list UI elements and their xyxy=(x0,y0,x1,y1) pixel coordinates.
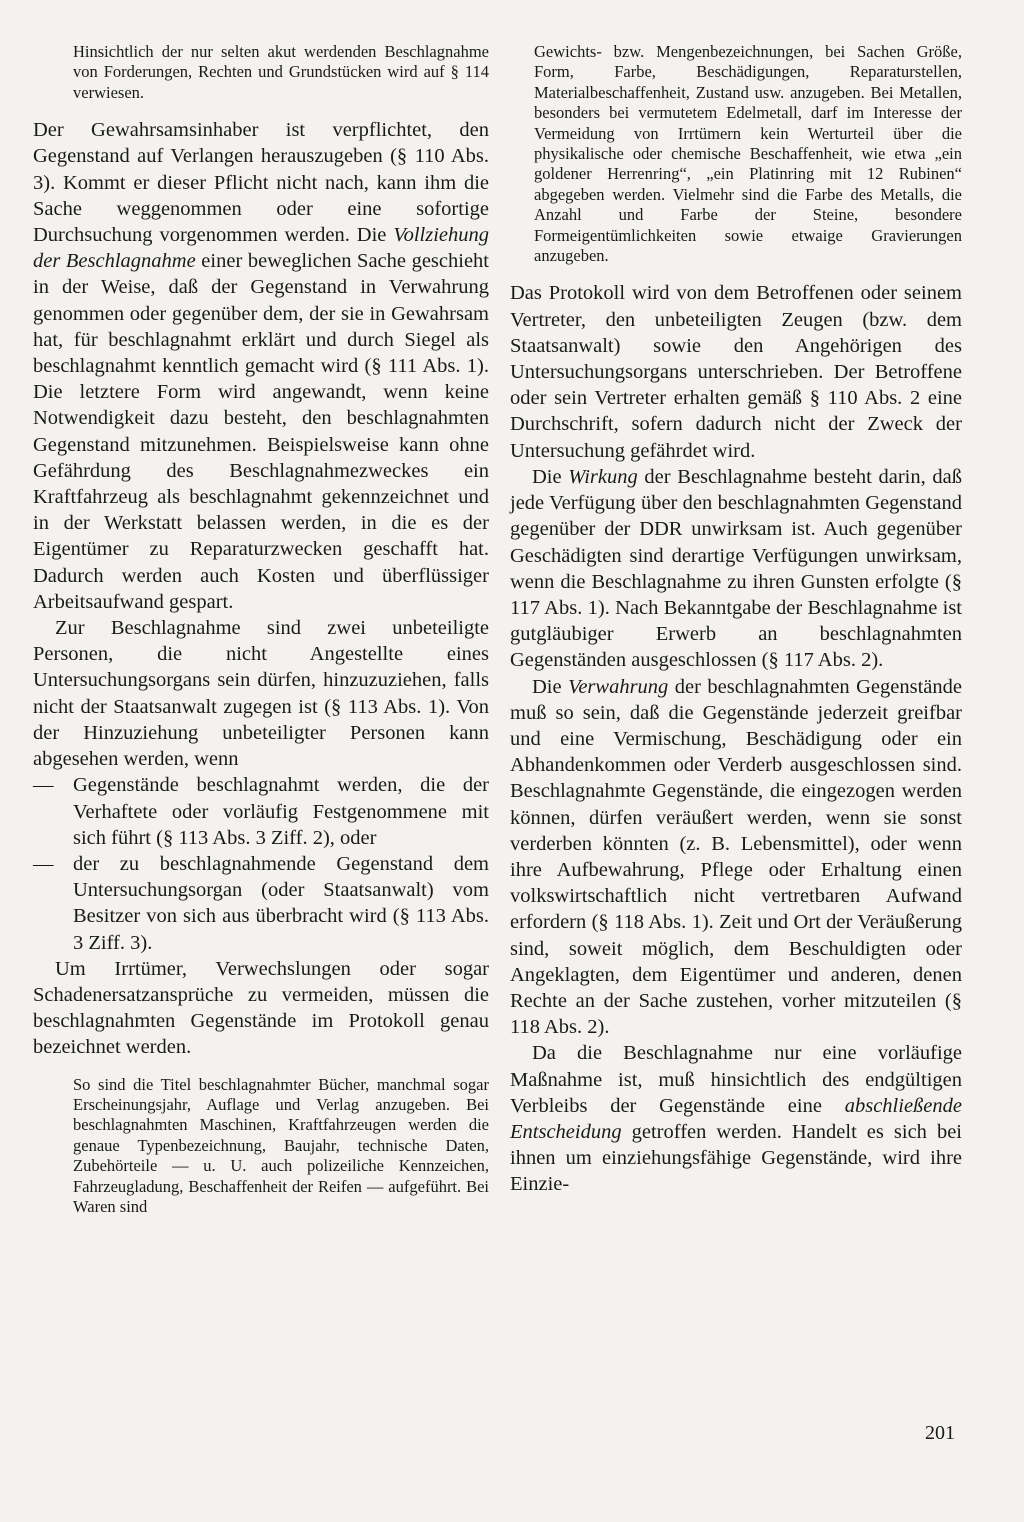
list-item: — Gegenstände beschlagnahmt werden, die der Verhaftete oder vorläufig Festgenommene mit sich führt (§ 113 Abs. 3 Ziff. 2), oder xyxy=(33,774,489,849)
body-paragraph: Der Gewahrsamsinhaber ist verpflichtet, den Gegenstand auf Verlangen herauszugeben (§ 110 Abs. 3). Kommt er dieser Pflicht nicht nach, kann ihm die Sache weggenommen oder eine sofortige Durchsuchung vorgenommen werden. Die Vollziehung der Beschlagnahme einer beweglichen Sache geschieht in der Weise, daß der Gegenstand in Verwahrung genommen oder gegenüber dem, der sie in Gewahrsam hat, für beschlagnahmt erklärt und durch Siegel als beschlagnahmt kenntlich gemacht wird (§ 111 Abs. 1). Die letztere Form wird angewandt, wenn keine Notwendigkeit dazu besteht, den beschlagnahmten Gegenstand mitzunehmen. Beispielsweise kann ohne Gefährdung des Beschlagnahmezweckes ein Kraftfahrzeug als beschlagnahmt gekennzeichnet und in der Werkstatt belassen werden, in die es der Eigentümer zu Reparaturzwecken geschafft hat. Dadurch werden auch Kosten und überflüssiger Arbeitsaufwand gespart. xyxy=(33,119,489,613)
emphasis-term: abschließende Entscheidung xyxy=(510,1094,962,1143)
note-paragraph: Hinsichtlich der nur selten akut werdenden Beschlagnahme von Forderungen, Rechten und Grundstücken wird auf § 114 verwiesen. xyxy=(73,42,489,102)
body-paragraph: Um Irrtümer, Verwechslungen oder sogar Schadenersatzansprüche zu vermeiden, müssen die beschlagnahmten Gegenstände im Protokoll genau bezeichnet werden. xyxy=(33,957,489,1059)
right-column xyxy=(510,42,962,1198)
note-paragraph: Gewichts- bzw. Mengenbezeichnungen, bei Sachen Größe, Form, Farbe, Beschädigungen, Reparaturstellen, Materialbeschaffenheit, Zustand usw. anzugeben. Bei Metallen, besonders bei vermutetem Edelmetall, darf im Interesse der Vermeidung von Irrtümern kein Werturteil über die physikalische oder chemische Beschaffenheit, wie etwa „ein goldener Herrenring“, „ein Platinring mit 12 Rubinen“ abgegeben werden. Vielmehr sind die Farbe des Metalls, die Anzahl und Farbe der Steine, besondere Formeigentümlichkeiten sowie etwaige Gravierungen anzugeben. xyxy=(534,42,962,266)
emphasis-term: Wirkung xyxy=(568,465,638,488)
body-paragraph: Zur Beschlagnahme sind zwei unbeteiligte Personen, die nicht Angestellte eines Untersuchungsorgans sein dürfen, hinzuzuziehen, falls nicht der Staatsanwalt zugegen ist (§ 113 Abs. 1). Von der Hinzuziehung unbeteiligter Personen kann abgesehen werden, wenn xyxy=(33,617,489,771)
emphasis-term: Vollziehung der Beschlagnahme xyxy=(33,224,489,273)
body-paragraph: Das Protokoll wird von dem Betroffenen oder seinem Vertreter, den unbeteiligten Zeugen (bzw. dem Staatsanwalt) sowie den Angehörigen des Untersuchungsorgans unterschrieben. Der Betroffene oder sein Vertreter erhalten gemäß § 110 Abs. 2 eine Durchschrift, sofern dadurch nicht der Zweck der Untersuchung gefährdet wird. xyxy=(510,282,962,462)
body-paragraph: Die Verwahrung der beschlagnahmten Gegenstände muß so sein, daß die Gegenstände jederzeit greifbar und eine Vermischung, Beschädigung oder ein Abhandenkommen oder Verderb ausgeschlossen sind. Beschlagnahmte Gegenstände, die eingezogen werden können, dürfen veräußert werden, wenn sie sonst verderben könnten (z. B. Lebensmittel), oder wenn ihre Aufbewahrung, Pflege oder Erhaltung einen volkswirtschaftlich nicht vertretbaren Aufwand erfordern (§ 118 Abs. 1). Zeit und Ort der Veräußerung sind, soweit möglich, dem Beschuldigten oder Angeklagten, dem Eigentümer und anderen, denen Rechte an der Sache zustehen, vorher mitzuteilen (§ 118 Abs. 2). xyxy=(510,675,963,1039)
page-number: 201 xyxy=(925,1422,955,1444)
left-column xyxy=(33,42,489,1217)
list-item: — der zu beschlagnahmende Gegenstand dem Untersuchungsorgan (oder Staatsanwalt) vom Besitzer von sich aus überbracht wird (§ 113 Abs. 3 Ziff. 3). xyxy=(33,852,489,954)
emphasis-term: Verwahrung xyxy=(568,675,669,698)
body-paragraph: Die Wirkung der Beschlagnahme besteht darin, daß jede Verfügung über den beschlagnahmten Gegenstand gegenüber der DDR unwirksam ist. Auch gegenüber Geschädigten sind derartige Verfügungen unwirksam, wenn die Beschlagnahme zu ihren Gunsten erfolgte (§ 117 Abs. 1). Nach Bekanntgabe der Beschlagnahme ist gutgläubiger Erwerb an beschlagnahmten Gegenständen ausgeschlossen (§ 117 Abs. 2). xyxy=(510,465,962,672)
body-paragraph: Da die Beschlagnahme nur eine vorläufige Maßnahme ist, muß hinsichtlich des endgültigen Verbleibs der Gegenstände eine abschließende Entscheidung getroffen werden. Handelt es sich bei ihnen um einziehungsfähige Gegenstände, wird ihre Einzie- xyxy=(510,1042,962,1196)
dash-list xyxy=(33,772,489,955)
note-paragraph: So sind die Titel beschlagnahmter Bücher, manchmal sogar Erscheinungsjahr, Auflage und Verlag anzugeben. Bei beschlagnahmten Maschinen, Kraftfahrzeugen werden die genaue Typenbezeichnung, Baujahr, technische Daten, Zubehörteile — u. U. auch polizeiliche Kennzeichen, Fahrzeugladung, Beschaffenheit der Reifen — aufgeführt. Bei Waren sind xyxy=(73,1074,489,1216)
